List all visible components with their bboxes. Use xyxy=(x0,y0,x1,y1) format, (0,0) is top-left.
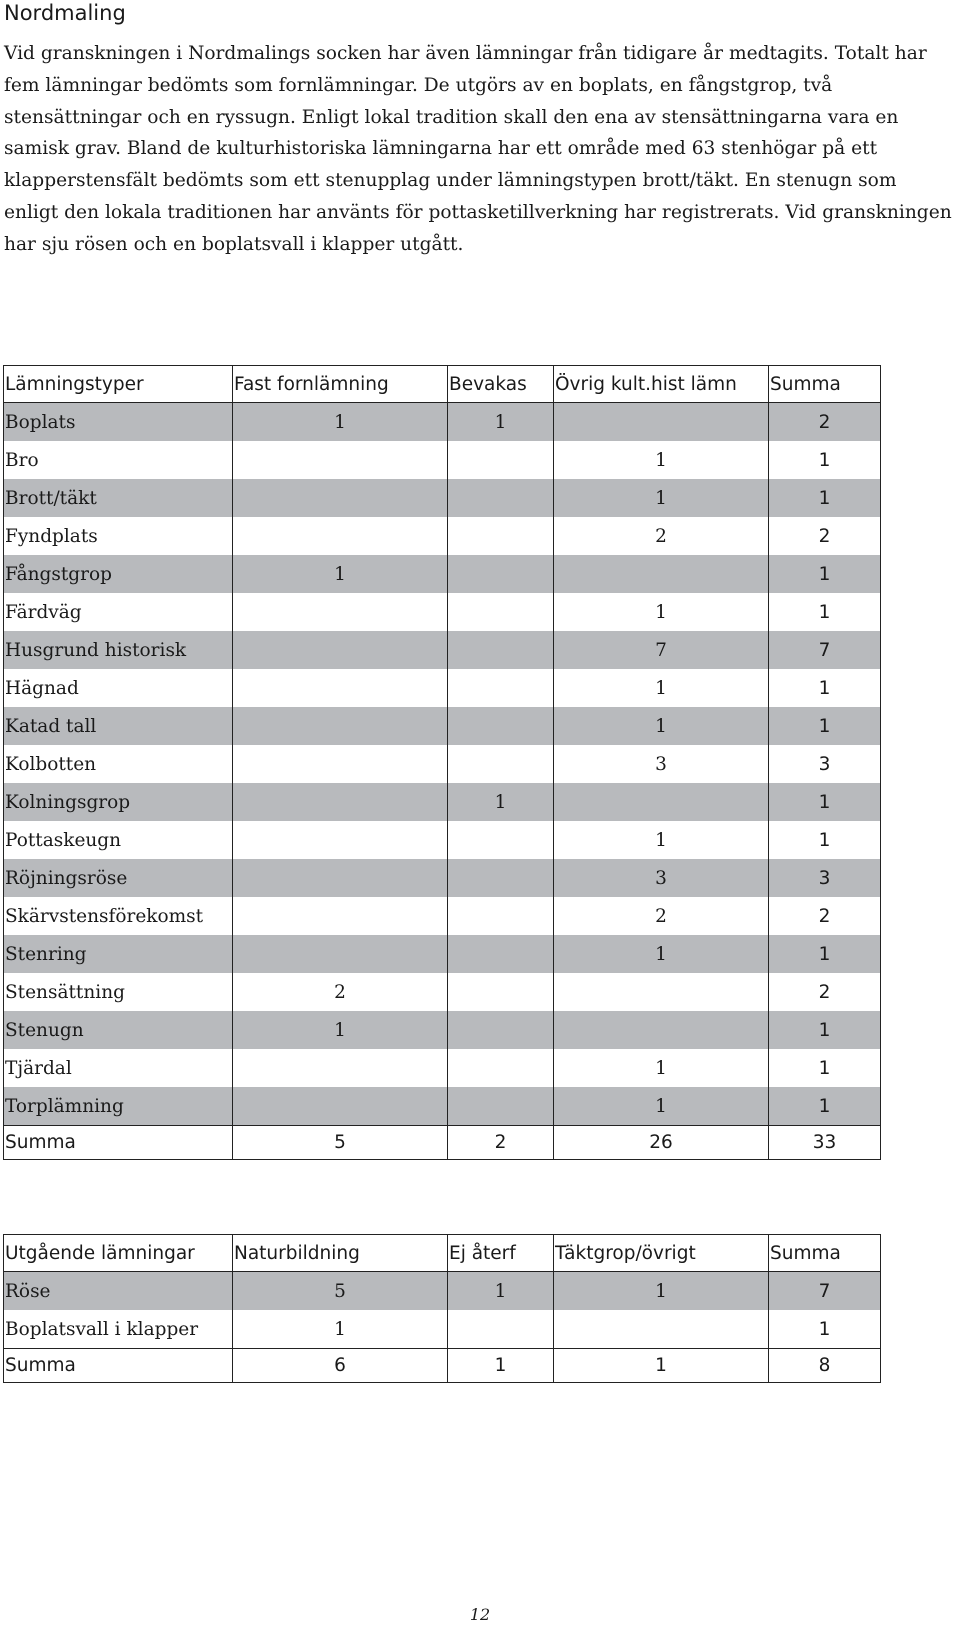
column-header: Summa xyxy=(769,366,881,403)
table-row xyxy=(4,1087,881,1126)
table-cell: 2 xyxy=(233,973,448,1011)
table-cell xyxy=(448,935,554,973)
table-cell xyxy=(233,783,448,821)
table-cell xyxy=(448,859,554,897)
row-label: Brott/täkt xyxy=(4,479,233,517)
table-cell: 6 xyxy=(233,1349,448,1383)
table-row xyxy=(4,745,881,783)
column-header: Bevakas xyxy=(448,366,554,403)
table-cell: 1 xyxy=(769,593,881,631)
table-cell: 1 xyxy=(554,593,769,631)
row-label: Fångstgrop xyxy=(4,555,233,593)
table-cell: 1 xyxy=(769,783,881,821)
table-cell: 1 xyxy=(769,821,881,859)
column-header: Summa xyxy=(769,1235,881,1272)
table-cell xyxy=(233,935,448,973)
column-header: Utgående lämningar xyxy=(4,1235,233,1272)
lamningstyper-table xyxy=(3,365,881,1160)
table-row xyxy=(4,1011,881,1049)
row-label: Boplatsvall i klapper xyxy=(4,1310,233,1349)
table-header-row xyxy=(4,1235,881,1272)
row-label: Fyndplats xyxy=(4,517,233,555)
row-label: Summa xyxy=(4,1126,233,1160)
table-cell: 1 xyxy=(769,555,881,593)
table-row xyxy=(4,783,881,821)
table-cell xyxy=(448,631,554,669)
table-cell: 2 xyxy=(554,517,769,555)
table-row xyxy=(4,1049,881,1087)
table-cell xyxy=(448,479,554,517)
column-header: Övrig kult.hist lämn xyxy=(554,366,769,403)
table-cell xyxy=(448,593,554,631)
table-cell xyxy=(448,745,554,783)
table-cell xyxy=(448,897,554,935)
table-cell: 1 xyxy=(769,669,881,707)
table-cell xyxy=(448,669,554,707)
table-row xyxy=(4,517,881,555)
column-header: Naturbildning xyxy=(233,1235,448,1272)
table-row xyxy=(4,935,881,973)
row-label: Husgrund historisk xyxy=(4,631,233,669)
table-cell: 3 xyxy=(769,745,881,783)
row-label: Röse xyxy=(4,1272,233,1311)
row-label: Tjärdal xyxy=(4,1049,233,1087)
table-cell: 1 xyxy=(769,1087,881,1126)
table-cell xyxy=(233,517,448,555)
table-cell: 1 xyxy=(554,707,769,745)
table-cell: 1 xyxy=(554,479,769,517)
table-cell: 26 xyxy=(554,1126,769,1160)
table-cell: 2 xyxy=(769,973,881,1011)
table-cell xyxy=(448,707,554,745)
table-cell xyxy=(233,745,448,783)
table-cell: 2 xyxy=(448,1126,554,1160)
table-cell xyxy=(448,821,554,859)
table-total-row xyxy=(4,1349,881,1383)
table-cell xyxy=(448,517,554,555)
table-cell: 1 xyxy=(554,821,769,859)
intro-text: Vid granskningen i Nordmalings socken har även lämningar från tidigare år medtagits. Totalt har fem lämningar bedömts som fornlämningar. De utgörs av en boplats, en fångstgrop, två stensättningar och en ryssugn. Enligt lokal tradition skall den ena av stensättningarna vara en samisk grav. Bland de kulturhistoriska lämningarna har ett område med 63 stenhögar på ett klapperstensfält bedömts som ett stenupplag under lämningstypen brott/täkt. En stenugn som enligt den lokala traditionen har använts för pottasketillverkning har registrerats. Vid granskningen har sju rösen och en boplatsvall i klapper utgått. xyxy=(4,43,952,255)
table-row xyxy=(4,631,881,669)
table-cell xyxy=(233,631,448,669)
table-cell xyxy=(554,1011,769,1049)
table-cell: 3 xyxy=(769,859,881,897)
row-label: Hägnad xyxy=(4,669,233,707)
table-cell xyxy=(554,1310,769,1349)
table-cell: 5 xyxy=(233,1272,448,1311)
row-label: Stenugn xyxy=(4,1011,233,1049)
table-cell xyxy=(233,1049,448,1087)
table-cell: 1 xyxy=(769,441,881,479)
row-label: Pottaskeugn xyxy=(4,821,233,859)
table-cell xyxy=(233,669,448,707)
table-cell: 1 xyxy=(769,1011,881,1049)
table-cell: 1 xyxy=(448,403,554,442)
table-cell xyxy=(233,821,448,859)
table-cell: 1 xyxy=(769,1310,881,1349)
column-header: Fast fornlämning xyxy=(233,366,448,403)
table-cell: 1 xyxy=(769,707,881,745)
table-cell xyxy=(448,1049,554,1087)
table-row xyxy=(4,1310,881,1349)
table-cell xyxy=(233,707,448,745)
table-cell: 1 xyxy=(769,479,881,517)
row-label: Röjningsröse xyxy=(4,859,233,897)
row-label: Summa xyxy=(4,1349,233,1383)
row-label: Boplats xyxy=(4,403,233,442)
table-cell xyxy=(448,1087,554,1126)
table-cell: 1 xyxy=(769,1049,881,1087)
table-cell: 1 xyxy=(769,935,881,973)
table-cell xyxy=(448,1011,554,1049)
intro-paragraph xyxy=(4,38,956,261)
table-cell: 2 xyxy=(554,897,769,935)
table-cell xyxy=(233,859,448,897)
table-total-row xyxy=(4,1126,881,1160)
table-row xyxy=(4,479,881,517)
table-cell: 1 xyxy=(554,1272,769,1311)
table-row xyxy=(4,821,881,859)
table-cell xyxy=(554,555,769,593)
table-cell: 1 xyxy=(233,1310,448,1349)
table-row xyxy=(4,973,881,1011)
table-row xyxy=(4,441,881,479)
table-row xyxy=(4,707,881,745)
table-cell xyxy=(233,593,448,631)
page-title: Nordmaling xyxy=(4,1,126,25)
row-label: Stenring xyxy=(4,935,233,973)
table-cell xyxy=(554,403,769,442)
table-cell: 1 xyxy=(554,1049,769,1087)
table-cell xyxy=(448,555,554,593)
table-cell: 1 xyxy=(233,555,448,593)
table-row xyxy=(4,669,881,707)
table-cell: 1 xyxy=(448,1349,554,1383)
table-row xyxy=(4,555,881,593)
table-cell: 1 xyxy=(448,1272,554,1311)
table-row xyxy=(4,1272,881,1311)
table-row xyxy=(4,859,881,897)
table-cell: 3 xyxy=(554,859,769,897)
table-cell: 7 xyxy=(769,631,881,669)
column-header: Ej återf xyxy=(448,1235,554,1272)
page-number: 12 xyxy=(469,1605,491,1624)
table-cell xyxy=(448,441,554,479)
table-row xyxy=(4,403,881,442)
table-cell: 2 xyxy=(769,403,881,442)
row-label: Kolningsgrop xyxy=(4,783,233,821)
row-label: Katad tall xyxy=(4,707,233,745)
table-cell xyxy=(233,897,448,935)
table-cell xyxy=(233,479,448,517)
table-cell: 7 xyxy=(769,1272,881,1311)
table-cell: 1 xyxy=(554,1349,769,1383)
table-cell: 5 xyxy=(233,1126,448,1160)
row-label: Skärvstensförekomst xyxy=(4,897,233,935)
table-cell: 33 xyxy=(769,1126,881,1160)
table-cell: 1 xyxy=(448,783,554,821)
table-row xyxy=(4,897,881,935)
row-label: Kolbotten xyxy=(4,745,233,783)
table-cell: 1 xyxy=(233,1011,448,1049)
column-header: Täktgrop/övrigt xyxy=(554,1235,769,1272)
table-cell: 1 xyxy=(554,669,769,707)
table-cell xyxy=(233,1087,448,1126)
utgaende-lamningar-table xyxy=(3,1234,881,1383)
row-label: Bro xyxy=(4,441,233,479)
column-header: Lämningstyper xyxy=(4,366,233,403)
table-cell: 1 xyxy=(233,403,448,442)
table-cell: 3 xyxy=(554,745,769,783)
row-label: Torplämning xyxy=(4,1087,233,1126)
table-header-row xyxy=(4,366,881,403)
table-cell: 1 xyxy=(554,441,769,479)
table-cell: 7 xyxy=(554,631,769,669)
table-cell: 1 xyxy=(554,935,769,973)
table-cell xyxy=(448,973,554,1011)
table-cell: 1 xyxy=(554,1087,769,1126)
table-cell xyxy=(233,441,448,479)
table-row xyxy=(4,593,881,631)
table-cell xyxy=(554,783,769,821)
table-cell: 2 xyxy=(769,897,881,935)
table-cell xyxy=(448,1310,554,1349)
row-label: Stensättning xyxy=(4,973,233,1011)
table-cell: 2 xyxy=(769,517,881,555)
table-cell: 8 xyxy=(769,1349,881,1383)
row-label: Färdväg xyxy=(4,593,233,631)
table-cell xyxy=(554,973,769,1011)
